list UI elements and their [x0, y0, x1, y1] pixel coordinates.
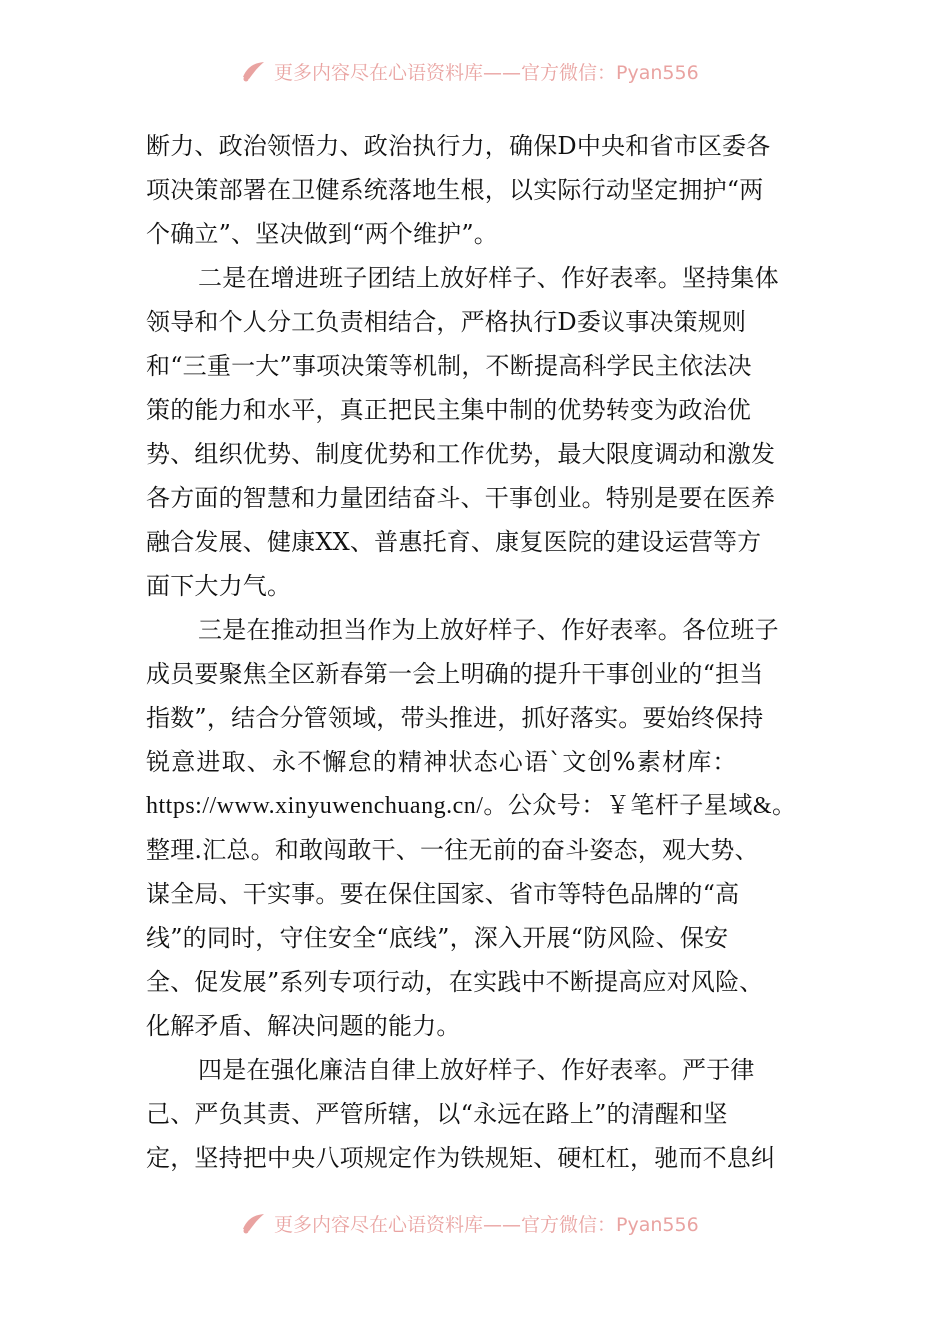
body-line: 各方面的智慧和力量团结奋斗、干事创业。特别是要在医养 — [146, 484, 776, 512]
footer-watermark — [240, 1208, 699, 1238]
brush-logo-icon — [240, 1211, 268, 1235]
body-line: 全、促发展”系列专项行动，在实践中不断提高应对风险、 — [146, 968, 764, 996]
brush-logo-icon — [240, 59, 268, 83]
body-line: 势、组织优势、制度优势和工作优势，最大限度调动和激发 — [146, 440, 776, 468]
header-watermark — [240, 56, 699, 86]
body-line: 策的能力和水平，真正把民主集中制的优势转变为政治优 — [146, 396, 751, 424]
body-line: 项决策部署在卫健系统落地生根，以实际行动坚定拥护“两 — [146, 176, 764, 204]
body-line: 融合发展、健康XX、普惠托育、康复医院的建设运营等方 — [146, 528, 762, 556]
paragraph-start-line: 四是在强化廉洁自律上放好样子、作好表率。严于律 — [198, 1056, 755, 1084]
body-line: 定，坚持把中央八项规定作为铁规矩、硬杠杠，驰而不息纠 — [146, 1144, 776, 1172]
url-line: https://www.xinyuwenchuang.cn/。公众号：￥笔杆子星域&。 — [146, 793, 797, 819]
body-line: 线”的同时，守住安全“底线”，深入开展“防风险、保安 — [146, 924, 729, 952]
body-line: 指数”，结合分管领域，带头推进，抓好落实。要始终保持 — [146, 704, 764, 732]
document-body — [146, 124, 814, 1180]
body-line: 锐意进取、永不懈怠的精神状态心语`文创%素材库： — [146, 748, 738, 776]
body-line: 己、严负其责、严管所辖，以“永远在路上”的清醒和坚 — [146, 1100, 728, 1128]
body-line: 领导和个人分工负责相结合，严格执行D委议事决策规则 — [146, 308, 747, 336]
paragraph-start-line: 二是在增进班子团结上放好样子、作好表率。坚持集体 — [198, 264, 779, 292]
body-line: 成员要聚焦全区新春第一会上明确的提升干事创业的“担当 — [146, 660, 764, 688]
paragraph-start-line: 三是在推动担当作为上放好样子、作好表率。各位班子 — [198, 616, 779, 644]
watermark-text: 更多内容尽在心语资料库——官方微信：Pyan556 — [274, 1213, 699, 1236]
body-line: 整理.汇总。和敢闯敢干、一往无前的奋斗姿态，观大势、 — [146, 836, 759, 864]
body-line: 面下大力气。 — [146, 572, 292, 600]
body-line: 和“三重一大”事项决策等机制，不断提高科学民主依法决 — [146, 352, 752, 380]
watermark-text: 更多内容尽在心语资料库——官方微信：Pyan556 — [274, 61, 699, 84]
body-line: 谋全局、干实事。要在保住国家、省市等特色品牌的“高 — [146, 880, 740, 908]
body-line: 断力、政治领悟力、政治执行力，确保D中央和省市区委各 — [146, 132, 771, 160]
body-line: 化解矛盾、解决问题的能力。 — [146, 1012, 461, 1040]
body-line: 个确立”、坚决做到“两个维护”。 — [146, 220, 499, 248]
